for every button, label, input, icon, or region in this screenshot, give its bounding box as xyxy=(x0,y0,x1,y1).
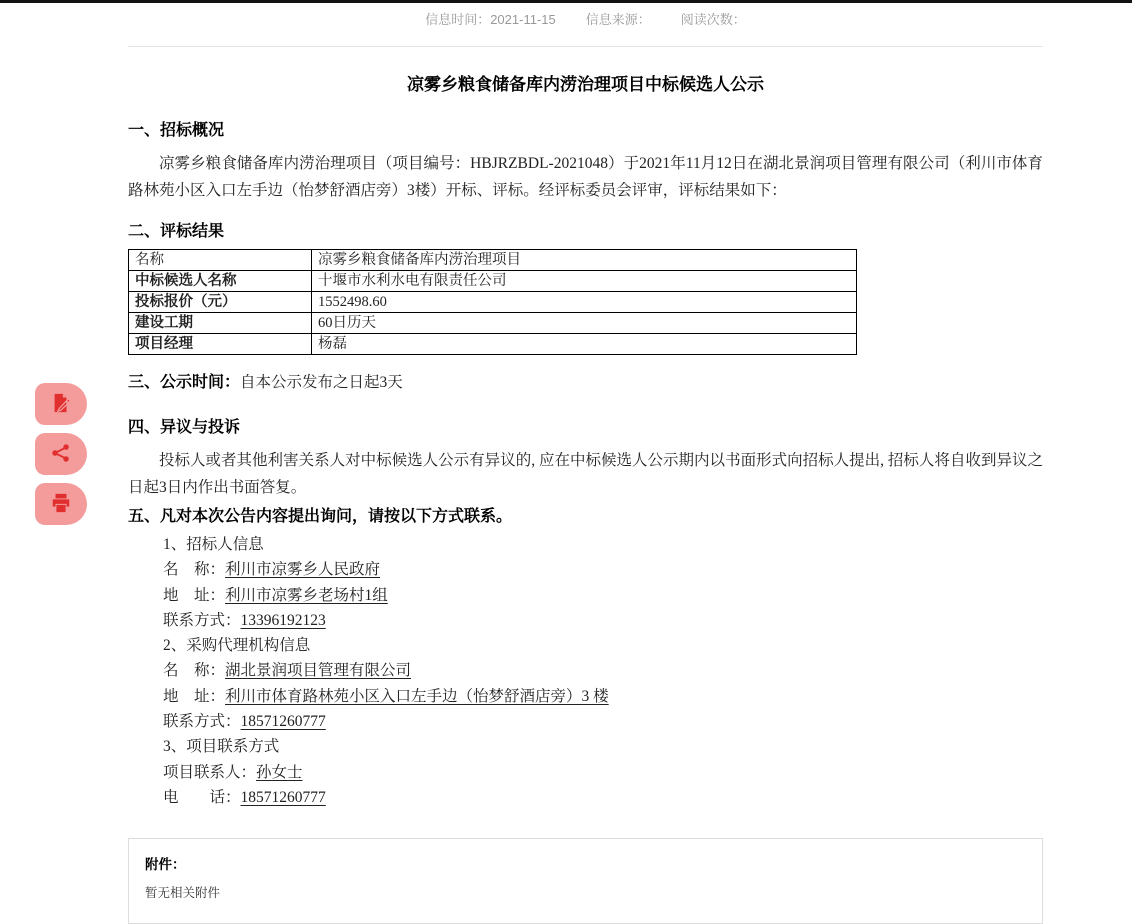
row-label: 名称 xyxy=(129,250,312,271)
table-row xyxy=(129,313,857,334)
table-row xyxy=(129,334,857,355)
floating-toolbar xyxy=(35,383,87,533)
article-meta-row xyxy=(128,3,1043,28)
section1-heading: 一、招标概况 xyxy=(128,122,225,139)
agency-name-link[interactable]: 湖北景润项目管理有限公司 xyxy=(225,662,412,680)
row-label: 中标候选人名称 xyxy=(129,271,312,292)
row-value: 60日历天 xyxy=(312,313,857,334)
header-divider xyxy=(128,46,1043,47)
contact-field xyxy=(163,583,1043,608)
field-label: 地 址： xyxy=(163,687,226,705)
agency-address-link[interactable]: 利川市体育路林苑小区入口左手边（怡梦舒酒店旁）3 楼 xyxy=(225,687,609,705)
table-row xyxy=(129,271,857,292)
evaluation-result-table xyxy=(128,249,857,355)
field-label: 项目联系人： xyxy=(163,763,257,781)
table-row xyxy=(129,250,857,271)
project-phone-link[interactable]: 18571260777 xyxy=(240,788,326,806)
row-value: 杨磊 xyxy=(312,334,857,355)
contact-field xyxy=(163,785,1043,810)
contact-field xyxy=(163,760,1043,785)
row-label: 建设工期 xyxy=(129,313,312,334)
field-label: 电 话： xyxy=(163,788,241,806)
info-time: 信息时间：2021-11-15 xyxy=(425,12,556,27)
edit-document-icon xyxy=(50,392,72,417)
bidder-name-link[interactable]: 利川市凉雾乡人民政府 xyxy=(225,561,381,579)
contact-group-heading: 1、招标人信息 xyxy=(163,536,264,553)
contact-field xyxy=(163,608,1043,633)
project-contact-link[interactable]: 孙女士 xyxy=(256,763,303,781)
row-value: 十堰市水利水电有限责任公司 xyxy=(312,271,857,292)
field-label: 名 称： xyxy=(163,561,226,579)
contact-group-heading: 3、项目联系方式 xyxy=(163,738,280,756)
row-label: 投标报价（元） xyxy=(129,292,312,313)
contact-field xyxy=(163,557,1043,582)
bidder-phone-link[interactable]: 13396192123 xyxy=(240,611,326,629)
table-row xyxy=(129,292,857,313)
section5-heading: 五、凡对本次公告内容提出询问，请按以下方式联系。 xyxy=(128,508,513,525)
correction-button[interactable] xyxy=(35,383,87,425)
section2-heading: 二、评标结果 xyxy=(128,223,225,240)
contact-field xyxy=(163,684,1043,709)
section3-heading: 三、公示时间： xyxy=(128,374,241,391)
row-label: 项目经理 xyxy=(129,334,312,355)
section4-paragraph: 投标人或者其他利害关系人对中标候选人公示有异议的, 应在中标候选人公示期内以书面形式向招标人提出, 招标人将自收到异议之日起3日内作出书面答复。 xyxy=(128,452,1043,496)
attachment-box xyxy=(128,838,1043,924)
row-value: 凉雾乡粮食储备库内涝治理项目 xyxy=(312,250,857,271)
attachment-label: 附件： xyxy=(145,857,186,873)
field-label: 联系方式： xyxy=(163,713,241,731)
contact-field xyxy=(163,658,1043,683)
printer-icon xyxy=(50,492,72,517)
field-label: 联系方式： xyxy=(163,611,241,629)
print-button[interactable] xyxy=(35,483,87,525)
attachment-empty-text: 暂无相关附件 xyxy=(145,886,221,901)
article-container xyxy=(128,3,1043,924)
section3-text: 自本公示发布之日起3天 xyxy=(240,374,403,391)
bidder-address-link[interactable]: 利川市凉雾乡老场村1组 xyxy=(225,586,388,604)
section3-line xyxy=(128,369,1043,392)
contact-field xyxy=(163,709,1043,734)
field-label: 地 址： xyxy=(163,586,226,604)
agency-phone-link[interactable]: 18571260777 xyxy=(240,713,326,731)
page-title: 凉雾乡粮食储备库内涝治理项目中标候选人公示 xyxy=(407,75,764,94)
read-count: 阅读次数： xyxy=(680,12,746,27)
contact-block xyxy=(163,532,1043,810)
contact-group-heading: 2、采购代理机构信息 xyxy=(163,637,311,655)
row-value: 1552498.60 xyxy=(312,292,857,313)
section1-paragraph: 凉雾乡粮食储备库内涝治理项目（项目编号：HBJRZBDL-2021048）于2021年11月12日在湖北景润项目管理有限公司（利川市体育路林苑小区入口左手边（怡梦舒酒店旁）3楼）开标、评标。经评标委员会评审，评标结果如下： xyxy=(128,155,1043,199)
info-source: 信息来源： xyxy=(585,12,651,27)
share-icon xyxy=(50,442,72,467)
section4-heading: 四、异议与投诉 xyxy=(128,419,241,436)
share-button[interactable] xyxy=(35,433,87,475)
field-label: 名 称： xyxy=(163,662,226,680)
